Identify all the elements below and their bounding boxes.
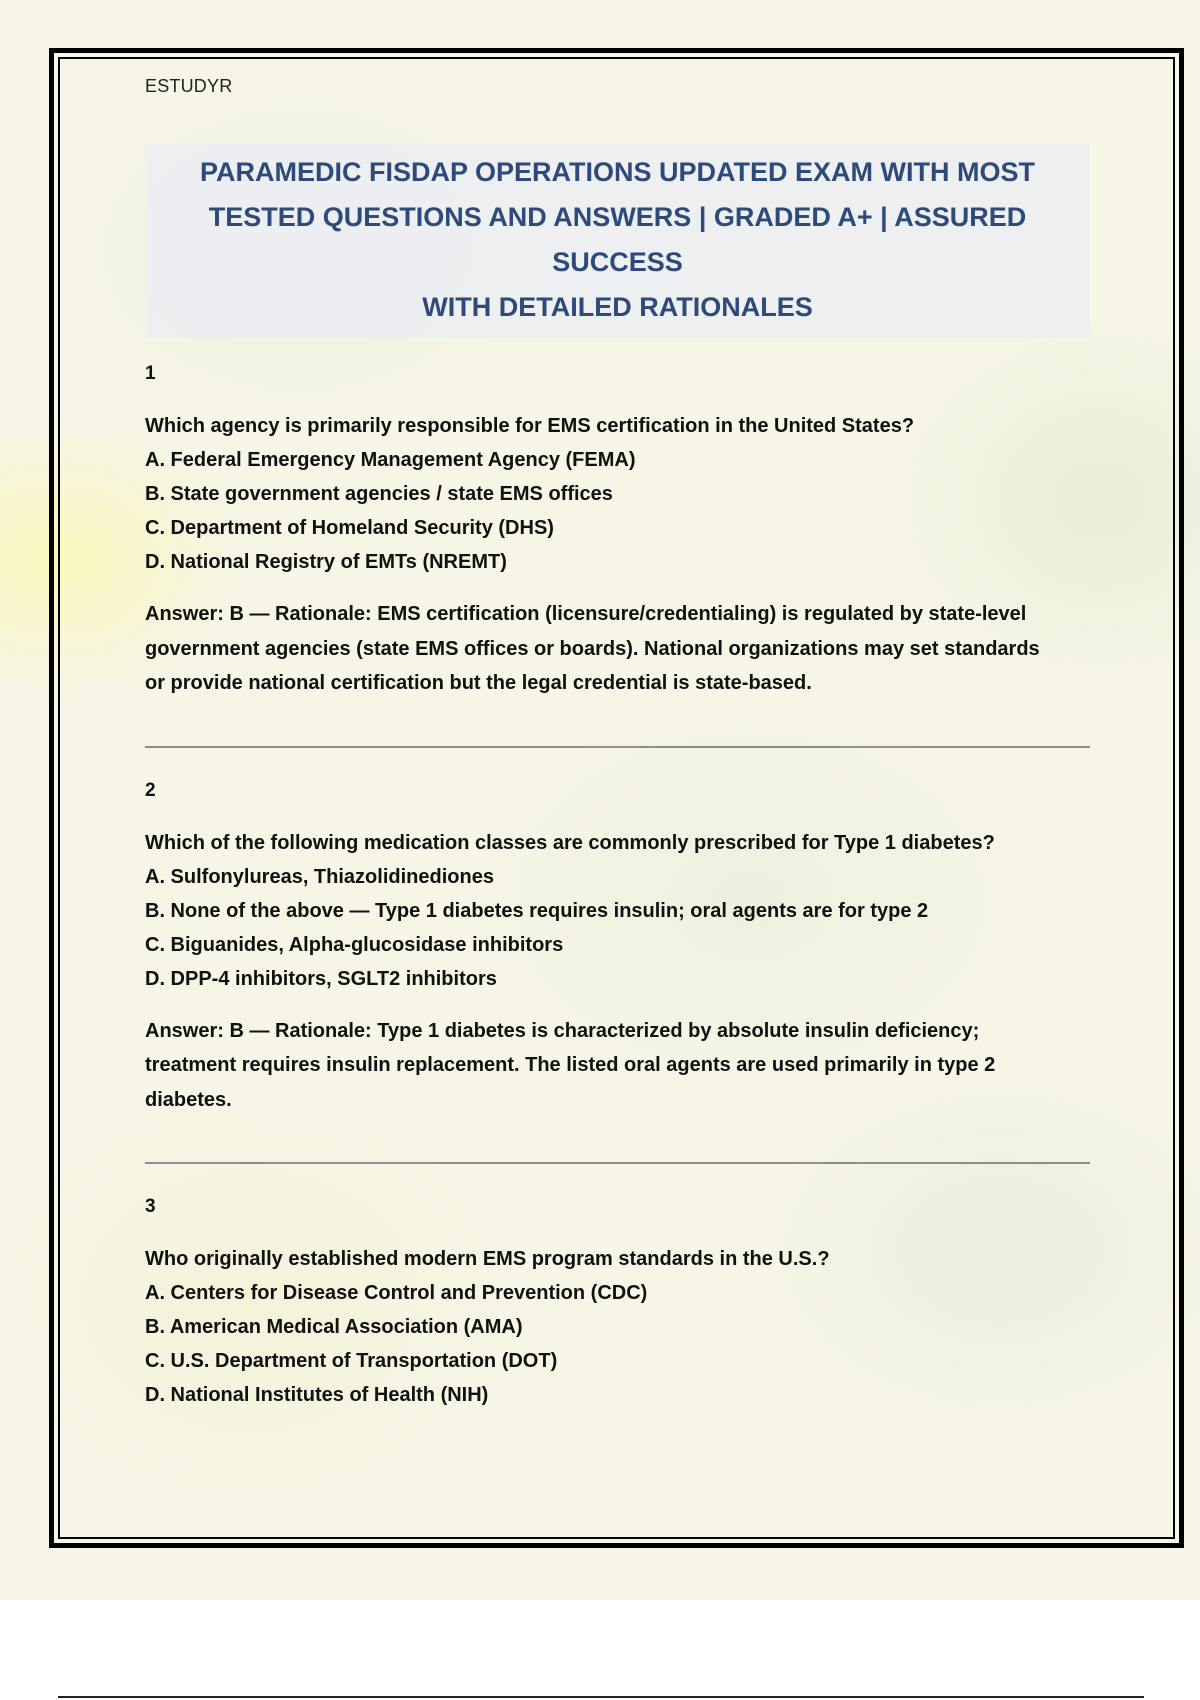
question-2 (145, 778, 1090, 1118)
answer-line: treatment requires insulin replacement. The listed oral agents are used primarily in type 2 (145, 1054, 996, 1076)
question-text: Which agency is primarily responsible for EMS certification in the United States? (145, 415, 915, 437)
answer-line: diabetes. (145, 1088, 232, 1111)
option-a: A. Centers for Disease Control and Prevention (CDC) (145, 1282, 648, 1304)
question-number: 1 (145, 363, 156, 384)
answer-line: government agencies (state EMS offices or boards). National organizations may set standards (145, 637, 1040, 660)
brand-header: ESTUDYR (145, 76, 233, 96)
document-title (145, 144, 1090, 338)
footer-rule (58, 1696, 1144, 1698)
option-c: C. Department of Homeland Security (DHS) (145, 517, 554, 539)
option-d: D. DPP-4 inhibitors, SGLT2 inhibitors (145, 967, 497, 990)
question-1 (145, 361, 1090, 701)
answer-line: Answer: B — Rationale: Type 1 diabetes is characterized by absolute insulin deficiency; (145, 1019, 980, 1042)
document-content (145, 74, 1090, 1412)
question-3 (145, 1194, 1090, 1412)
page-bottom-margin (0, 1600, 1200, 1700)
question-number: 2 (145, 779, 156, 801)
answer-rationale (145, 1014, 1090, 1118)
option-a: A. Sulfonylureas, Thiazolidinediones (145, 865, 494, 888)
question-text: Who originally established modern EMS program standards in the U.S.? (145, 1248, 830, 1270)
option-b: B. None of the above — Type 1 diabetes requires insulin; oral agents are for type 2 (145, 899, 929, 922)
answer-line: Answer: B — Rationale: EMS certification (licensure/credentialing) is regulated by state-level (145, 603, 1027, 625)
title-line: PARAMEDIC FISDAP OPERATIONS UPDATED EXAM WITH MOST (199, 157, 1036, 187)
title-line: WITH DETAILED RATIONALES (422, 292, 813, 322)
question-text: Which of the following medication classes are commonly prescribed for Type 1 diabetes? (145, 831, 995, 854)
option-c: C. U.S. Department of Transportation (DOT) (145, 1350, 558, 1372)
section-divider (145, 746, 1090, 748)
option-b: B. American Medical Association (AMA) (145, 1316, 523, 1338)
option-d: D. National Registry of EMTs (NREMT) (145, 551, 507, 573)
section-divider (145, 1162, 1090, 1164)
answer-line: or provide national certification but the legal credential is state-based. (145, 672, 812, 694)
option-c: C. Biguanides, Alpha-glucosidase inhibitors (145, 933, 564, 956)
option-d: D. National Institutes of Health (NIH) (145, 1384, 489, 1406)
option-a: A. Federal Emergency Management Agency (FEMA) (145, 449, 636, 471)
option-b: B. State government agencies / state EMS offices (145, 483, 613, 505)
answer-rationale (145, 597, 1090, 701)
title-line: TESTED QUESTIONS AND ANSWERS | GRADED A+ | ASSURED SUCCESS (208, 202, 1027, 277)
question-number: 3 (145, 1196, 156, 1217)
